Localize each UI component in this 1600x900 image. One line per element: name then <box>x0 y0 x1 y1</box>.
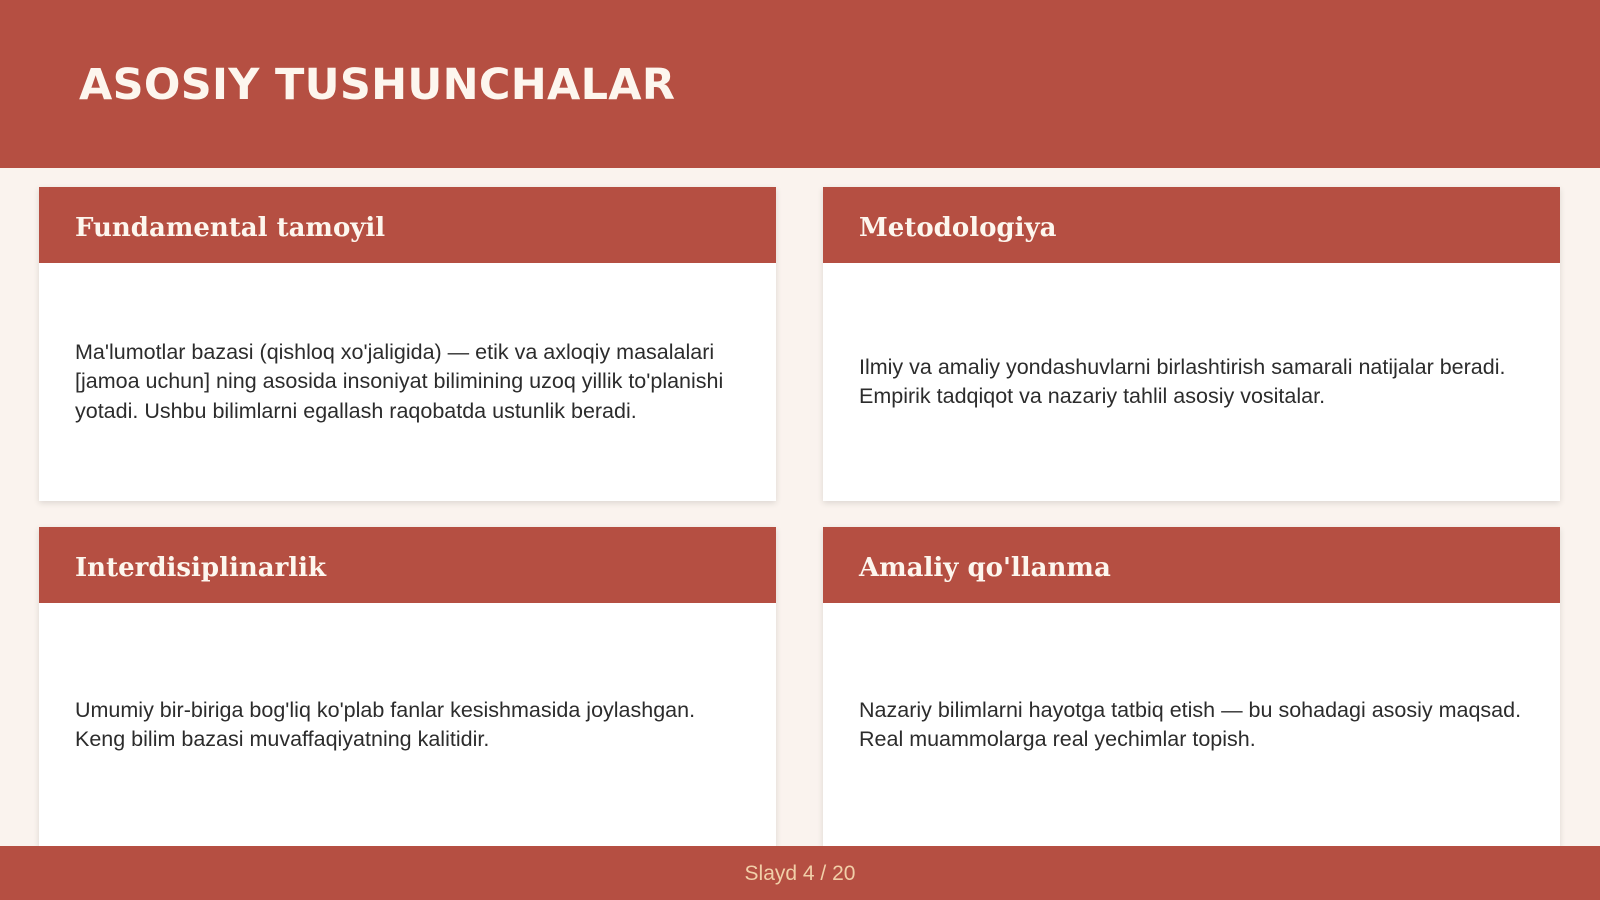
card-body <box>823 263 1560 501</box>
card-header <box>39 187 776 263</box>
card-text: Nazariy bilimlarni hayotga tatbiq etish — bu sohadagi asosiy maqsad. Real muammolarga real yechimlar topish. <box>859 697 1522 751</box>
card-text: Umumiy bir-biriga bog'liq ko'plab fanlar kesishmasida joylashgan. Keng bilim bazasi muvaffaqiyatning kalitidir. <box>75 697 696 751</box>
card-title: Amaliy qo'llanma <box>859 553 1111 583</box>
card-body <box>39 263 776 501</box>
card-practical-guide <box>823 527 1560 847</box>
slide-footer <box>0 846 1600 900</box>
card-header <box>39 527 776 603</box>
card-title: Metodologiya <box>859 213 1057 243</box>
card-title: Interdisiplinarlik <box>75 553 327 583</box>
card-title: Fundamental tamoyil <box>75 213 386 243</box>
card-methodology <box>823 187 1560 501</box>
card-fundamental-principle <box>39 187 776 501</box>
card-header <box>823 187 1560 263</box>
slide-title: ASOSIY TUSHUNCHALAR <box>79 60 676 110</box>
card-body <box>39 603 776 847</box>
card-interdisciplinarity <box>39 527 776 847</box>
card-text: Ilmiy va amaliy yondashuvlarni birlashtirish samarali natijalar beradi. Empirik tadqiqot va nazariy tahlil asosiy vositalar. <box>859 354 1506 408</box>
card-body <box>823 603 1560 847</box>
card-text: Ma'lumotlar bazasi (qishloq xo'jaligida) — etik va axloqiy masalalari [jamoa uchun] ning asosida insoniyat bilimining uzoq yillik to'planishi yotadi. Ushbu bilimlarni egallash raqobatda ustunlik beradi. <box>75 339 724 423</box>
slide-header <box>0 0 1600 168</box>
card-header <box>823 527 1560 603</box>
slide-number: Slayd 4 / 20 <box>744 862 856 885</box>
